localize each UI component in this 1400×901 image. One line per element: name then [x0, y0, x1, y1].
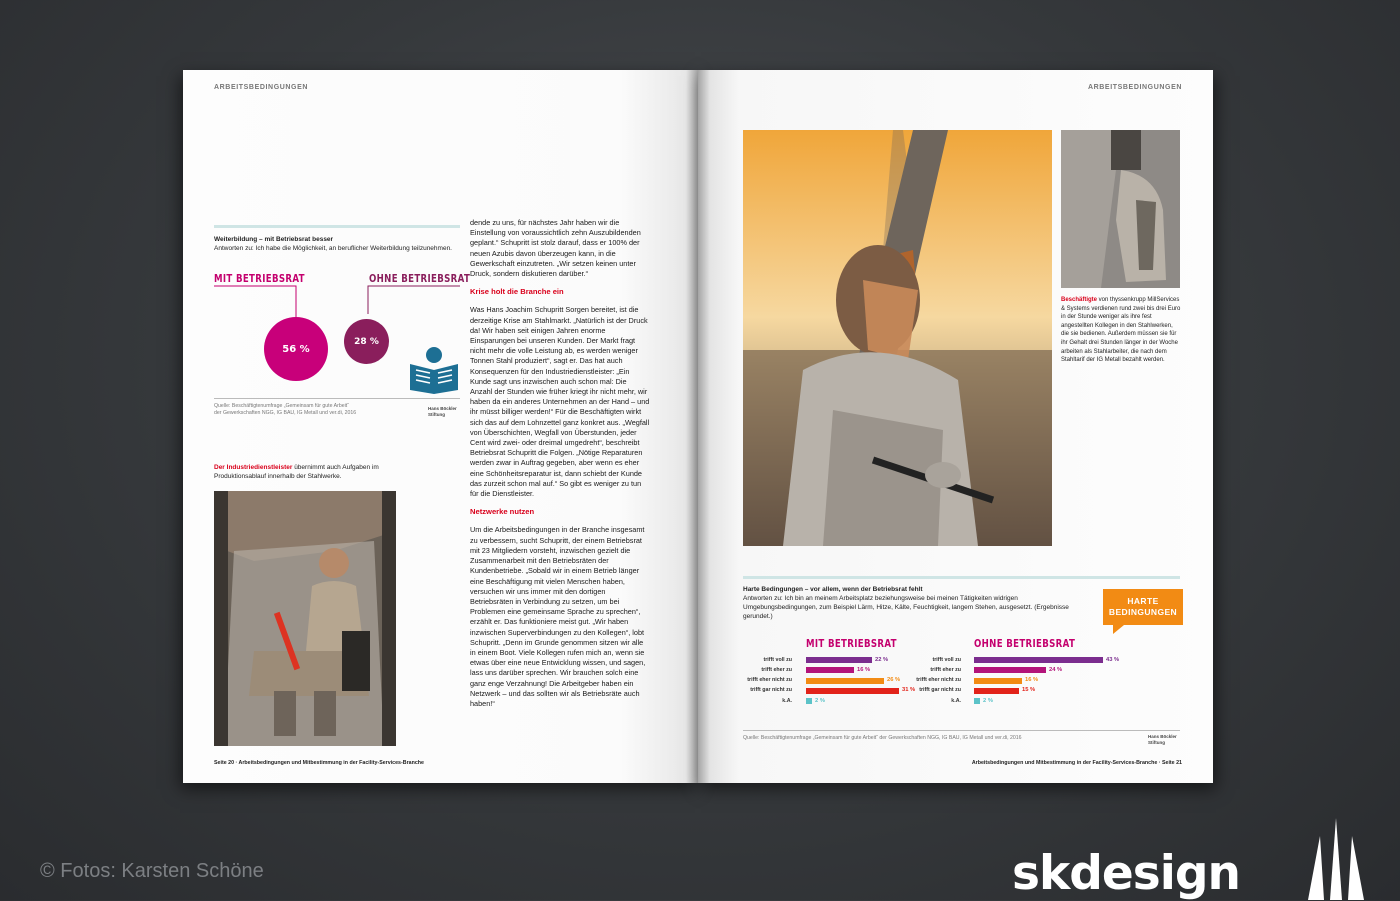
bar-value-label: 15 %: [1022, 687, 1036, 694]
bar-category-label: k.A.: [951, 697, 961, 704]
bar-category-label: trifft eher zu: [930, 666, 961, 673]
bar-value-label: 22 %: [875, 656, 889, 663]
caption-highlight: Der Industriedienstleister: [214, 464, 293, 471]
bar-category-label: trifft eher nicht zu: [916, 677, 961, 684]
bar-value-label: 2 %: [815, 697, 825, 704]
caption-highlight-right: Beschäftigte: [1061, 297, 1098, 303]
bar-category-label: trifft eher nicht zu: [747, 677, 792, 684]
bar-mark: [974, 657, 1103, 663]
hbs-logo-left: [428, 406, 457, 418]
bar-category-label: trifft voll zu: [763, 656, 792, 663]
bar-value-label: 26 %: [887, 677, 901, 684]
infographic-divider-right: [743, 730, 1180, 731]
cathedral-spires-logo: [1306, 818, 1366, 900]
article-paragraph-1: dende zu uns, für nächstes Jahr haben wir die Einstellung von voraussichtlich zehn Auszubildenden geplant.“ Schupritt ist stolz darauf, dass er 100% der neuen Azubis davon überzeugen kann, in die Gewerkschaft einzutreten. „Wir setzen keinen unter Druck, sondern diskutieren darüber.“: [470, 218, 641, 279]
chart-value-without: 28 %: [354, 336, 379, 347]
excavator-operator-photo: [214, 491, 396, 746]
chart-circle-without: [344, 319, 389, 364]
bar-mark: [974, 698, 980, 704]
bar-mark: [806, 667, 854, 673]
infographic-divider: [214, 398, 460, 399]
brochure-spread: [183, 70, 1213, 783]
section-label: ARBEITSBEDINGUNGEN: [214, 84, 309, 91]
infographic-subtitle-right: Antworten zu: Ich bin an meinem Arbeitsplatz beziehungsweise bei meinen Tätigkeiten widrigen Umgebungsbedingungen, zum Beispiel Lärm, Hitze, Kälte, Feuchtigkeit, langem Stehen, ausgesetzt. (Ergebnisse gerundet.): [743, 595, 1069, 620]
bar-category-label: trifft gar nicht zu: [919, 687, 961, 694]
caption-text-right: von thyssenkrupp MillServices & Systems verdienen rund zwei bis drei Euro in der Stunde weniger als ihre fest angestellten Kollegen in den Stahlwerken, die sie bedienen. Außerdem müssen sie für ihr Gehalt drei Stunden länger in der Woche arbeiten als Stahlarbeiter, die nach dem Stahltarif der IG Metall bezahlt werden.: [1061, 297, 1181, 364]
logo-line-1-right: Hans Böckler: [1148, 734, 1177, 739]
infographic-title-right: Harte Bedingungen – vor allem, wenn der Betriebsrat fehlt: [743, 586, 923, 593]
bar-mark: [806, 657, 872, 663]
right-page: [698, 70, 1213, 783]
infographic-source: [214, 403, 434, 417]
bar-mark: [806, 698, 812, 704]
bar-category-label: trifft gar nicht zu: [750, 687, 792, 694]
infographic-subtitle: Antworten zu: Ich habe die Möglichkeit, an beruflicher Weiterbildung teilzunehmen.: [214, 245, 452, 252]
bar-mark: [806, 678, 884, 684]
source-line-1: Quelle: Beschäftigtenumfrage „Gemeinsam für gute Arbeit“: [214, 403, 349, 409]
bar-value-label: 24 %: [1049, 666, 1063, 673]
bar-value-label: 2 %: [983, 697, 993, 704]
photo-caption-left: [214, 463, 404, 481]
article-heading-1: Krise holt die Branche ein: [470, 287, 564, 297]
article-paragraph-2: Was Hans Joachim Schupritt Sorgen bereitet, ist die derzeitige Krise am Stahlmarkt. „Natürlich ist der Druck da! Wir haben seit einigen Jahren enorme Einsparungen bei unseren Kunden. Der Markt fragt nicht mehr die volle Leistung ab, es werden weniger Tonnen Stahl produziert“, sagt er. Das hat auch Konsequenzen für den Industriedienstleister: „Ein Kunde sagt uns inzwischen auch schon mal: Die Anzahl der Stunden wie früher kriegt ihr nicht mehr, wir haben da ein anderes Unternehmen an der Hand – und ihr müsst billiger werden!“ Für die Beschäftigten wirkt sich das auf dem Lohnzettel ganz konkret aus. „Wegfall von Überschichten, Wegfall von Überstunden, jeder Cent wird zwei- oder dreimal umgedreht“, beschreibt Betriebsrat Schupritt die Folgen. „Nötige Reparaturen werden zwar in Auftrag gegeben, aber wenn es eher eine Schönheitsreparatur ist, dann schiebt der Kunde das zurzeit schon mal auf.“ So gibt es weniger zu tun für die Dienstleister.: [470, 305, 650, 499]
bar-mark: [974, 678, 1022, 684]
article-heading-2: Netzwerke nutzen: [470, 507, 535, 517]
callout-line-2: BEDINGUNGEN: [1108, 607, 1178, 617]
source-line-2: der Gewerkschaften NGG, IG BAU, IG Metall und ver.di, 2016: [214, 410, 357, 416]
footer-left: Seite 20 · Arbeitsbedingungen und Mitbestimmung in der Facility-Services-Branche: [214, 760, 424, 766]
chart-circle-with: [264, 317, 328, 381]
hbs-logo-right: [1148, 734, 1177, 746]
bar-value-label: 31 %: [902, 687, 916, 694]
infographic-source-right: Quelle: Beschäftigtenumfrage „Gemeinsam für gute Arbeit“ der Gewerkschaften NGG, IG BAU, IG Metall und ver.di, 2016: [743, 735, 1022, 741]
photo-illustration: [214, 491, 396, 746]
bar-value-label: 16 %: [857, 666, 871, 673]
logo-line-2: Stiftung: [428, 412, 445, 417]
bar-mark: [974, 688, 1019, 694]
chart-label-with: MIT BETRIEBSRAT: [214, 273, 305, 285]
bar-mark: [974, 667, 1046, 673]
reader-icon: [408, 346, 460, 394]
section-label-right: ARBEITSBEDINGUNGEN: [1087, 84, 1182, 91]
bar-category-label: k.A.: [782, 697, 792, 704]
infographic-rule: [214, 225, 460, 228]
bar-value-label: 43 %: [1106, 656, 1120, 663]
bar-chart-series-2-label: OHNE BETRIEBSRAT: [974, 638, 1076, 650]
article-column: [470, 218, 650, 717]
chart-value-with: 56 %: [282, 343, 310, 355]
bar-chart-series-1-label: MIT BETRIEBSRAT: [806, 638, 897, 650]
infographic-title: Weiterbildung – mit Betriebsrat besser: [214, 236, 334, 243]
chart-label-without: OHNE BETRIEBSRAT: [369, 273, 471, 285]
brand-wordmark: skdesign: [1012, 846, 1240, 901]
bar-mark: [806, 688, 899, 694]
bar-category-label: trifft eher zu: [761, 666, 792, 673]
bar-category-label: trifft voll zu: [932, 656, 961, 663]
bar-chart: [698, 70, 1213, 783]
article-paragraph-3: Um die Arbeitsbedingungen in der Branche insgesamt zu verbessern, sucht Schupritt, der einem Betriebsrat mit 23 Mitgliedern vorsteht, inzwischen gezielt die Zusammenarbeit mit den Betriebsräten der Kundenbetriebe. „Sobald wir in einem Betrieb länger eine Beschäftigung mit vielen Menschen haben, versuchen wir uns immer mit den dortigen Betriebsräten in Verbindung zu setzen, um bei Problemen eine gemeinsame Sprache zu sprechen“, erzählt er. Das funktioniere meist gut. „Wir haben inzwischen Superverbindungen zu den Kollegen“, lobt Schupritt. „Denn im Grunde genommen sitzen wir alle in einem Boot. Viele Kollegen rufen mich an, wenn sie etwas über eine neue Entwicklung wissen, und sagen, lass uns darüber sprechen. Wir brauchen solch eine ganz enge Verzahnung! Die Arbeitgeber haben ein Netzwerk – und das sollten wir als Betriebsräte auch haben!“: [470, 525, 646, 708]
bar-value-label: 16 %: [1025, 677, 1039, 684]
left-page: [183, 70, 698, 783]
photo-credit: © Fotos: Karsten Schöne: [40, 860, 264, 882]
caption-text: übernimmt auch Aufgaben im Produktionsablauf innerhalb der Stahlwerke.: [214, 464, 379, 480]
logo-line-2-right: Stiftung: [1148, 740, 1165, 745]
callout-line-1: HARTE: [1127, 596, 1159, 606]
footer-right: Arbeitsbedingungen und Mitbestimmung in der Facility-Services-Branche · Seite 21: [971, 760, 1182, 766]
logo-line-1: Hans Böckler: [428, 406, 457, 411]
